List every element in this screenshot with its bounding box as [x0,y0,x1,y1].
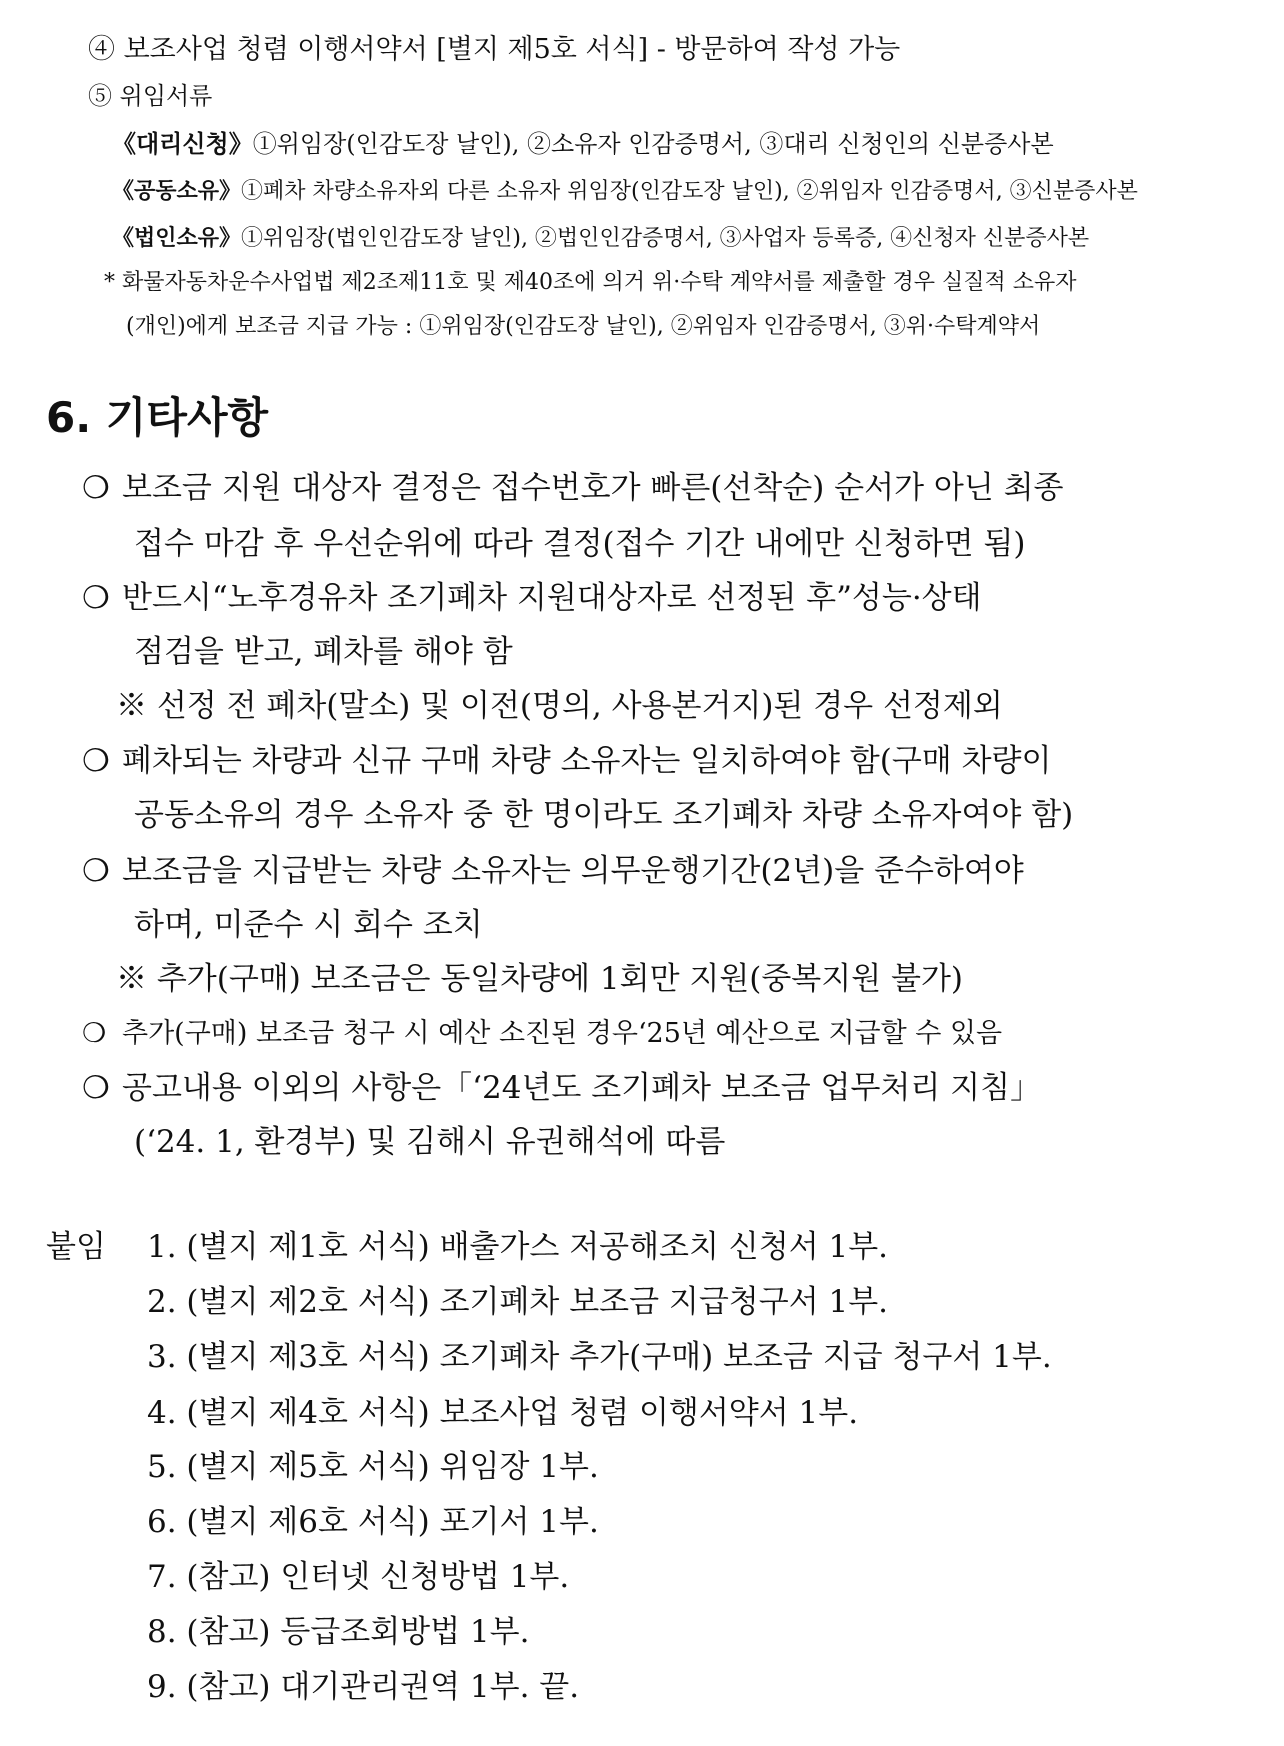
section-6-title: 6. 기타사항 [46,393,269,442]
bullet-circle-icon: ❍ [82,853,110,889]
attachment-item: 9. (참고) 대기관리권역 1부. 끝. [147,1669,580,1705]
bullet-4-line2: 하며, 미준수 시 회수 조치 [134,907,483,943]
corp-text: ①위임장(법인인감도장 날인), ②법인인감증명서, ③사업자 등록증, ④신청자 신분증사본 [241,226,1090,251]
attachment-item: 6. (별지 제6호 서식) 포기서 1부. [147,1504,599,1540]
attachment-item: 8. (참고) 등급조회방법 1부. [147,1614,530,1650]
attachment-item: 2. (별지 제2호 서식) 조기폐차 보조금 지급청구서 1부. [147,1284,889,1320]
bullet-2-line1 [82,580,982,616]
bullet-6-text: 공고내용 이외의 사항은「‘24년도 조기폐차 보조금 업무처리 지침」 [122,1070,1042,1106]
bullet-5-text: 추가(구매) 보조금 청구 시 예산 소진된 경우‘25년 예산으로 지급할 수 있음 [122,1018,1003,1049]
joint-label: 《공동소유》 [112,178,242,204]
note-selection-exclusion: ※ 선정 전 폐차(말소) 및 이전(명의, 사용본거지)된 경우 선정제외 [116,688,1003,724]
bullet-2-line2: 점검을 받고, 폐차를 해야 함 [134,634,513,670]
bullet-3-line1 [82,743,1052,779]
note-single-support: ※ 추가(구매) 보조금은 동일차량에 1회만 지원(중복지원 불가) [116,961,963,997]
attachment-item: 5. (별지 제5호 서식) 위임장 1부. [147,1449,599,1485]
attachment-item: 1. (별지 제1호 서식) 배출가스 저공해조치 신청서 1부. [147,1229,889,1265]
bullet-3-line2: 공동소유의 경우 소유자 중 한 명이라도 조기폐차 차량 소유자여야 함) [134,797,1074,833]
bullet-5-line [82,1020,1002,1047]
item-4-pledge-form: ④ 보조사업 청렴 이행서약서 [별지 제5호 서식] - 방문하여 작성 가능 [88,34,901,65]
proxy-label: 《대리신청》 [112,129,253,158]
attachment-item: 4. (별지 제4호 서식) 보조사업 청렴 이행서약서 1부. [147,1395,859,1431]
attachments-label: 붙임 [46,1229,106,1265]
bullet-circle-icon: ❍ [82,743,110,779]
attachment-item: 7. (참고) 인터넷 신청방법 1부. [147,1559,570,1595]
bullet-3-text: 폐차되는 차량과 신규 구매 차량 소유자는 일치하여야 함(구매 차량이 [122,743,1052,779]
bullet-1-text: 보조금 지원 대상자 결정은 접수번호가 빠른(선착순) 순서가 아닌 최종 [122,470,1064,506]
bullet-4-line1 [82,853,1024,889]
bullet-2-text: 반드시“노후경유차 조기폐차 지원대상자로 선정된 후”성능·상태 [122,580,982,616]
corp-label: 《법인소유》 [112,225,242,251]
bullet-6-line2: (‘24. 1, 환경부) 및 김해시 유권해석에 따름 [134,1124,726,1160]
bullet-circle-icon: ❍ [82,470,110,506]
item-5-delegation-docs: ⑤ 위임서류 [88,82,213,110]
bullet-6-line1 [82,1070,1042,1106]
bullet-4-text: 보조금을 지급받는 차량 소유자는 의무운행기간(2년)을 준수하여야 [122,853,1024,889]
proxy-application-line [112,129,1054,158]
bullet-circle-icon: ❍ [82,580,110,616]
proxy-text: ①위임장(인감도장 날인), ②소유자 인감증명서, ③대리 신청인의 신분증사본 [252,130,1054,158]
cargo-act-note-line1: * 화물자동차운수사업법 제2조제11호 및 제40조에 의거 위·수탁 계약서를 제출할 경우 실질적 소유자 [104,270,1077,295]
joint-text: ①폐차 차량소유자외 다른 소유자 위임장(인감도장 날인), ②위임자 인감증명서, ③신분증사본 [241,179,1138,204]
bullet-circle-icon: ❍ [82,1070,110,1106]
corporate-ownership-line [112,227,1089,250]
cargo-act-note-line2: (개인)에게 보조금 지급 가능 : ①위임장(인감도장 날인), ②위임자 인감증명서, ③위·수탁계약서 [126,314,1041,339]
bullet-circle-icon: ❍ [82,1018,107,1049]
bullet-1-line2: 접수 마감 후 우선순위에 따라 결정(접수 기간 내에만 신청하면 됨) [134,526,1026,562]
attachment-item: 3. (별지 제3호 서식) 조기폐차 추가(구매) 보조금 지급 청구서 1부. [147,1339,1052,1375]
joint-ownership-line [112,180,1138,203]
bullet-1-line1 [82,470,1064,506]
